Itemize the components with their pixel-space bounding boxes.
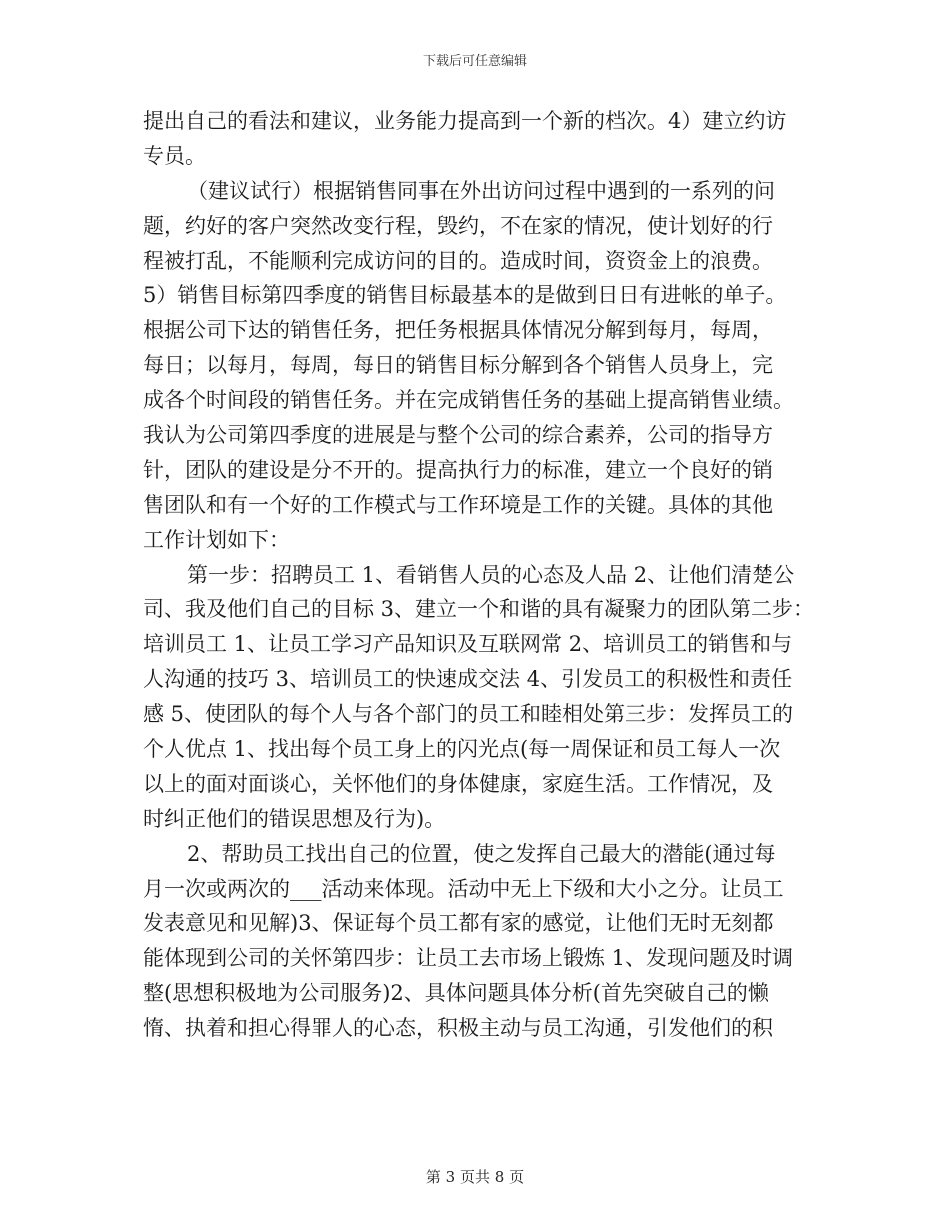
text-line: 以上的面对面谈心，关怀他们的身体健康，家庭生活。工作情况，及 <box>143 771 773 796</box>
text-line: 2、帮助员工找出自己的位置，使之发挥自己最大的潜能(通过每 <box>187 841 776 866</box>
text-line: 月一次或两次的___活动来体现。活动中无上下级和大小之分。让员工 <box>143 876 784 901</box>
text-line: 个人优点 1、找出每个员工身上的闪光点(每一周保证和员工每人一次 <box>143 737 781 762</box>
page-number: 第 3 页共 8 页 <box>425 1168 525 1186</box>
text-line: 惰、执着和担心得罪人的心态，积极主动与员工沟通，引发他们的积 <box>143 1016 773 1041</box>
text-line: 成各个时间段的销售任务。并在完成销售任务的基础上提高销售业绩。 <box>143 388 794 413</box>
text-line: 程被打乱，不能顺利完成访问的目的。造成时间，资资金上的浪费。 <box>143 248 773 273</box>
text-line: 感 5、使团队的每个人与各个部门的员工和睦相处第三步：发挥员工的 <box>143 702 794 727</box>
text-line: 司、我及他们自己的目标 3、建立一个和谐的具有凝聚力的团队第二步： <box>143 597 815 622</box>
text-line: 提出自己的看法和建议，业务能力提高到一个新的档次。4）建立约访 <box>143 109 787 133</box>
text-line: 培训员工 1、让员工学习产品知识及互联网常 2、培训员工的销售和与 <box>143 632 793 657</box>
text-line: 能体现到公司的关怀第四步：让员工去市场上锻炼 1、发现问题及时调 <box>143 946 794 971</box>
text-line: 第一步：招聘员工 1、看销售人员的心态及人品 2、让他们清楚公 <box>187 562 795 587</box>
text-line: （建议试行）根据销售同事在外出访问过程中遇到的一系列的问 <box>187 178 775 203</box>
text-line: 5）销售目标第四季度的销售目标最基本的是做到日日有进帐的单子。 <box>143 283 787 308</box>
text-line: 题，约好的客户突然改变行程，毁约，不在家的情况，使计划好的行 <box>143 213 773 238</box>
text-line: 我认为公司第四季度的进展是与整个公司的综合素养，公司的指导方 <box>143 423 773 448</box>
document-body <box>143 104 815 1046</box>
text-line: 发表意见和见解)3、保证每个员工都有家的感觉，让他们无时无刻都 <box>143 911 774 936</box>
text-line: 每日；以每月，每周，每日的销售目标分解到各个销售人员身上，完 <box>143 353 773 378</box>
text-line: 工作计划如下： <box>143 527 290 552</box>
text-line: 专员。 <box>143 143 206 168</box>
text-line: 根据公司下达的销售任务，把任务根据具体情况分解到每月，每周， <box>143 318 773 343</box>
text-line: 时纠正他们的错误思想及行为)。 <box>143 806 446 831</box>
text-line: 整(思想积极地为公司服务)2、具体问题具体分析(首先突破自己的懒 <box>143 981 769 1006</box>
text-line: 售团队和有一个好的工作模式与工作环境是工作的关键。具体的其他 <box>143 492 773 517</box>
text-line: 针，团队的建设是分不开的。提高执行力的标准，建立一个良好的销 <box>143 457 773 482</box>
text-line: 人沟通的技巧 3、培训员工的快速成交法 4、引发员工的积极性和责任 <box>143 667 793 692</box>
page-header-note: 下载后可任意编辑 <box>422 54 527 69</box>
